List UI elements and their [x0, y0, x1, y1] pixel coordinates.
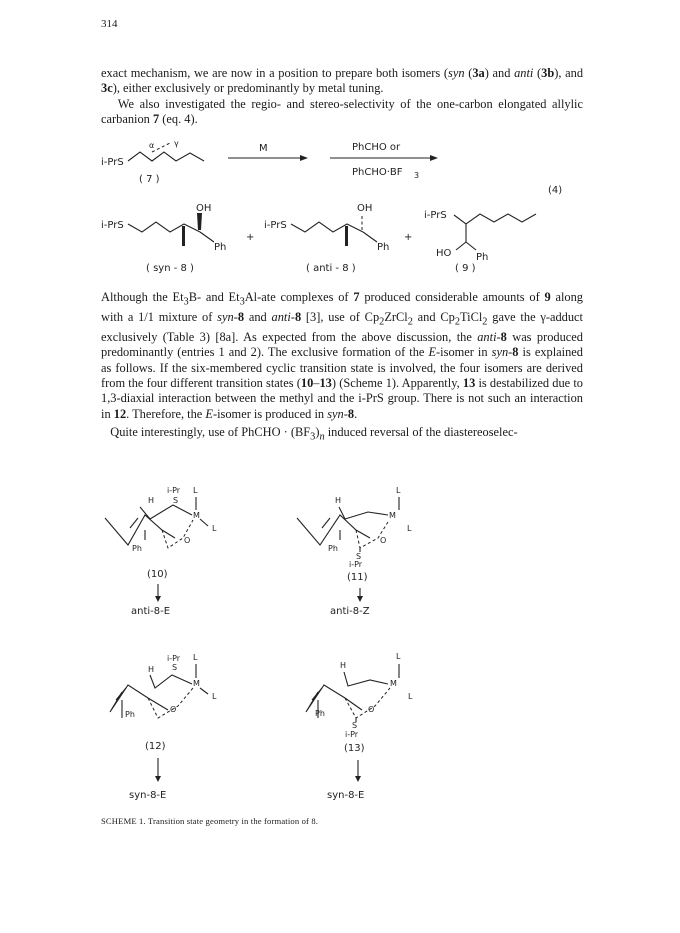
ts13-label: (13) [344, 743, 365, 754]
metal-label: M [259, 143, 268, 154]
ts10-ph: Ph [132, 544, 142, 553]
ts13-o: O [368, 705, 375, 714]
c9-ho: HO [436, 248, 452, 259]
reagent-1: PhCHO or [352, 142, 401, 153]
c9-prs: i-PrS [424, 210, 447, 221]
ts10-ipr: i-Pr [167, 486, 181, 495]
paragraph-intro: exact mechanism, we are now in a position to prepare both isomers (syn (3a) and anti (3b), and 3c), either exclusively or predominantly by metal tuning. We also investigated the regio- and stereo-selectivity of the one-carbon elongated allylic carbanion 7 (eq. 4). [101, 66, 584, 127]
compound-9 [424, 210, 536, 274]
ts11-h: H [335, 496, 342, 505]
gamma-label: γ [174, 139, 179, 148]
ts10-o: O [184, 536, 191, 545]
c9-label: ( 9 ) [455, 263, 476, 274]
ts13-m: M [390, 679, 397, 688]
ts11-ph: Ph [328, 544, 338, 553]
reagent-2-subscript: 3 [414, 171, 420, 180]
anti8-label: ( anti - 8 ) [306, 263, 356, 274]
plus-2: + [404, 232, 413, 243]
ts10-s: S [173, 496, 179, 505]
syn8-oh: OH [196, 203, 212, 214]
ts10-l-top: L [193, 486, 198, 495]
reactant-group-label: i-PrS [101, 157, 124, 168]
ts13-ipr: i-Pr [345, 730, 359, 739]
ts10-h: H [148, 496, 155, 505]
ts11-m: M [389, 511, 396, 520]
ts12-s: S [172, 663, 178, 672]
ts10-product: anti-8-E [131, 606, 171, 617]
anti8-ph: Ph [377, 242, 390, 253]
scheme-caption: SCHEME 1. Transition state geometry in the formation of 8. [101, 816, 319, 826]
ts12-ipr: i-Pr [167, 654, 181, 663]
anti8-oh: OH [357, 203, 373, 214]
ts13-l-top: L [396, 652, 401, 661]
reaction-arrow-aldehyde [330, 142, 438, 180]
ts13-ph: Ph [315, 709, 325, 718]
alpha-label: α [149, 141, 155, 150]
plus-1: + [246, 232, 255, 243]
ts12-m: M [193, 679, 200, 688]
transition-state-13 [306, 652, 413, 801]
compound-7 [101, 139, 204, 185]
compound-7-label: ( 7 ) [139, 174, 160, 185]
ts13-product: syn-8-E [327, 790, 365, 801]
anti8-prs: i-PrS [264, 220, 287, 231]
ts11-product: anti-8-Z [330, 606, 370, 617]
ts12-o: O [170, 705, 177, 714]
reaction-arrow-metal [228, 143, 308, 161]
ts12-ph: Ph [125, 710, 135, 719]
ts13-s: S [352, 721, 358, 730]
ts12-l-top: L [193, 653, 198, 662]
ts10-l: L [212, 524, 217, 533]
syn8-prs: i-PrS [101, 220, 124, 231]
transition-state-11 [297, 486, 412, 617]
ts13-h: H [340, 661, 347, 670]
paragraph-discussion: Although the $Et_3B-$ and $Et_3Al$-ate complexes of 7 produced considerable amounts of 9 along with a 1/1 mixture of syn-8 and anti-8 [3], use of $Cp_2ZrCl_2$ and $Cp_2TiCl_2$ gave the γ-adduct exclusively (Table 3) [8a]. As expected from the above discussion, the anti-8 was produced predominantly (entries 1 and 2). The exclusive formation of the E-isomer in syn-8 is explained as follows. If the six-membered cyclic transition state is involved, the four isomers are derived from the four different transition states (10–13) (Scheme 1). Apparently, 13 is destabilized due to 1,3-diaxial interaction between the methyl and the i-PrS group. There is not such an interaction in 12. Therefore, the E-isomer is produced in syn-8. [101, 290, 584, 421]
compound-syn-8 [101, 203, 226, 274]
reagent-2: PhCHO·BF [352, 167, 403, 178]
paragraph-reversal: Quite interestingly, use of PhCHO · $(BF_3)_n$ induced reversal of the diastereoselec- [101, 425, 518, 443]
ts11-label: (11) [347, 572, 368, 583]
c9-ph: Ph [476, 252, 489, 263]
ts12-product: syn-8-E [129, 790, 167, 801]
ts11-s: S [356, 552, 362, 561]
ts11-ipr: i-Pr [349, 560, 363, 569]
transition-state-10 [105, 486, 217, 617]
ts12-label: (12) [145, 741, 166, 752]
syn8-label: ( syn - 8 ) [146, 263, 194, 274]
ts12-l: L [212, 692, 217, 701]
ts10-label: (10) [147, 569, 168, 580]
syn8-ph: Ph [214, 242, 227, 253]
page-number: 314 [101, 18, 118, 30]
ts11-o: O [380, 536, 387, 545]
compound-anti-8 [264, 203, 389, 274]
transition-state-12 [110, 653, 217, 801]
ts11-l-top: L [396, 486, 401, 495]
ts13-l: L [408, 692, 413, 701]
equation-number: (4) [548, 185, 563, 196]
ts12-h: H [148, 665, 155, 674]
ts11-l: L [407, 524, 412, 533]
ts10-m: M [193, 511, 200, 520]
